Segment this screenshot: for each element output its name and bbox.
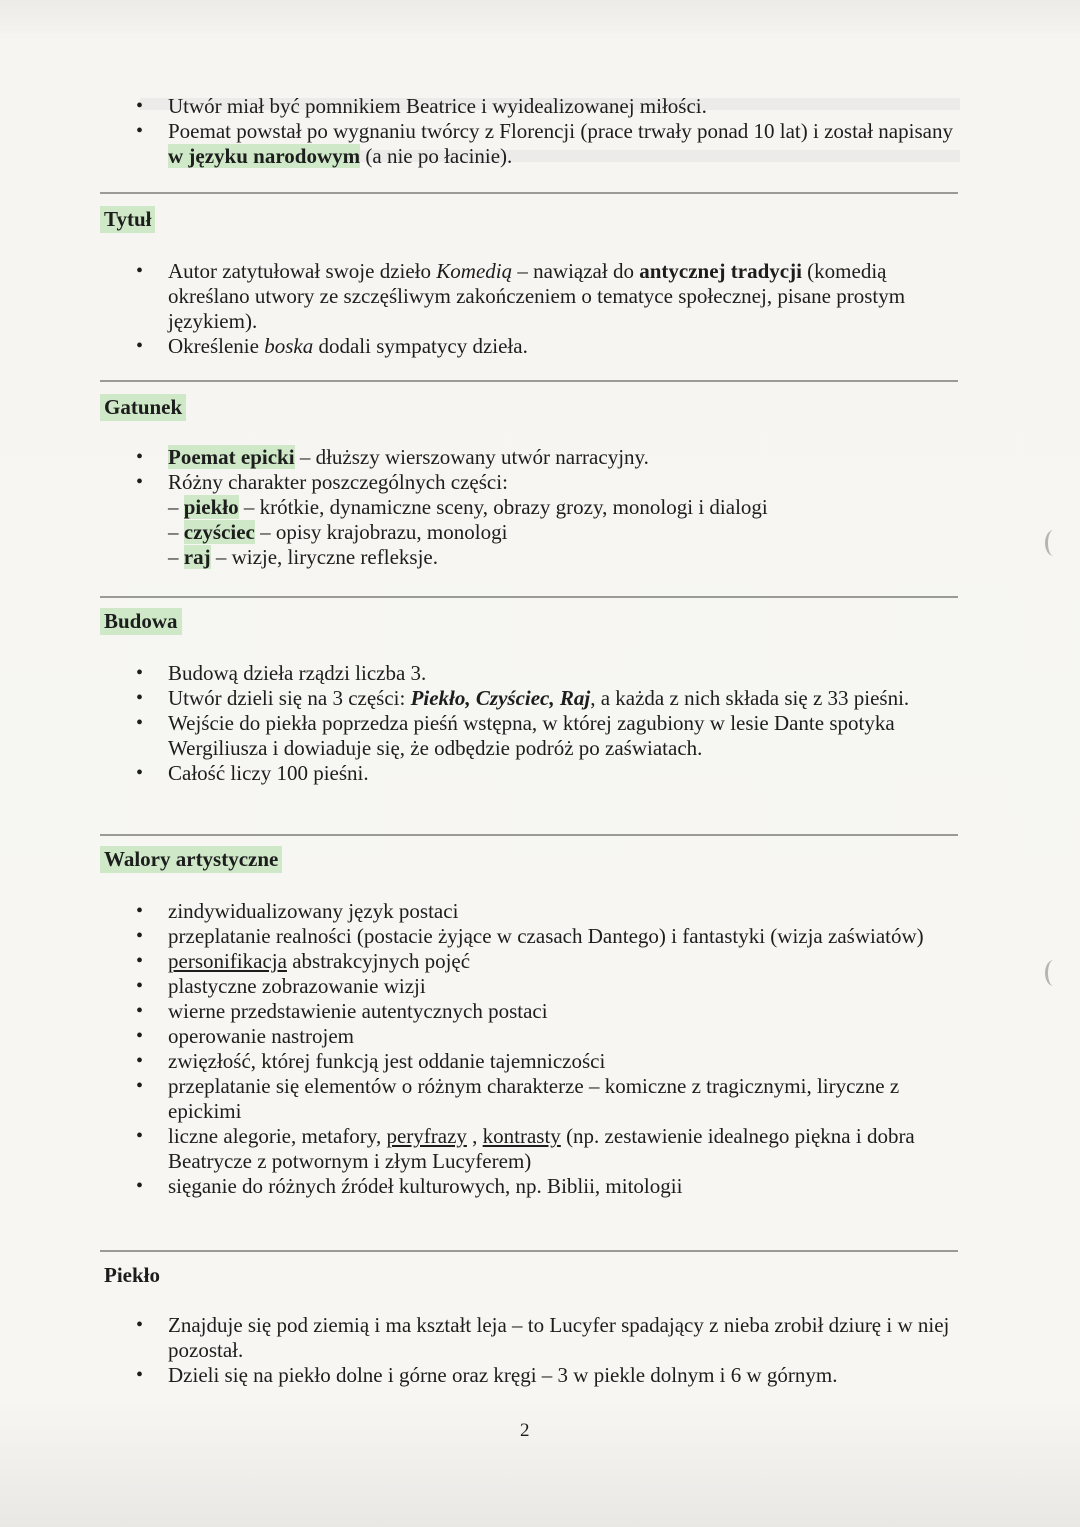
section-heading: Tytuł (100, 206, 155, 233)
budowa-section (100, 596, 960, 786)
list-item: • Określenie boska dodali sympatycy dzieła. (100, 334, 960, 359)
list-item: • zindywidualizowany język postaci (100, 899, 960, 924)
section-divider (100, 596, 958, 598)
list-item: • Wejście do piekła poprzedza pieśń wstępna, w której zagubiony w lesie Dante spotyka Wergiliusza i dowiaduje się, że odbędzie podróż po zaświatach. (100, 711, 960, 761)
sub-item: – raj – wizje, liryczne refleksje. (168, 545, 438, 569)
list-item: • Utwór miał być pomnikiem Beatrice i wyidealizowanej miłości. (100, 94, 960, 119)
intro-section (100, 94, 960, 169)
sub-item: – czyściec – opisy krajobrazu, monologi (168, 520, 508, 544)
list-item: • operowanie nastrojem (100, 1024, 960, 1049)
section-divider (100, 380, 958, 382)
gatunek-section (100, 380, 960, 570)
tytul-section (100, 192, 960, 359)
list-item: • Poemat powstał po wygnaniu twórcy z Florencji (prace trwały ponad 10 lat) i został napisany w języku narodowym (a nie po łacinie). (100, 119, 960, 169)
list-item: • przeplatanie realności (postacie żyjące w czasach Dantego) i fantastyki (wizja zaświatów) (100, 924, 960, 949)
section-divider (100, 1250, 958, 1252)
list-item: • Całość liczy 100 pieśni. (100, 761, 960, 786)
list-item: • Różny charakter poszczególnych części: (100, 470, 960, 495)
list-item: • wierne przedstawienie autentycznych postaci (100, 999, 960, 1024)
pieklo-section (100, 1250, 960, 1388)
list-item: • plastyczne zobrazowanie wizji (100, 974, 960, 999)
page-number: 2 (520, 1420, 530, 1441)
section-heading: Piekło (104, 1263, 160, 1287)
binder-hole-mark (1045, 960, 1062, 986)
list-item: • Autor zatytułował swoje dzieło Komedią – nawiązał do antycznej tradycji (komedią określano utwory ze szczęśliwym zakończeniem o tematyce społecznej, pisane prostym językiem). (100, 259, 960, 334)
list-item: • liczne alegorie, metafory, peryfrazy , kontrasty (np. zestawienie idealnego piękna i dobra Beatrycze z potwornym i złym Lucyferem) (100, 1124, 960, 1174)
list-item: • zwięzłość, której funkcją jest oddanie tajemniczości (100, 1049, 960, 1074)
binder-hole-mark (1045, 530, 1062, 556)
list-item: • Budową dzieła rządzi liczba 3. (100, 661, 960, 686)
sub-item: – piekło – krótkie, dynamiczne sceny, obrazy grozy, monologi i dialogi (168, 495, 768, 519)
list-item: • sięganie do różnych źródeł kulturowych, np. Biblii, mitologii (100, 1174, 960, 1199)
section-heading: Gatunek (100, 394, 186, 421)
section-heading: Walory artystyczne (100, 846, 282, 873)
walory-section (100, 834, 960, 1199)
list-item: • Znajduje się pod ziemią i ma kształt leja – to Lucyfer spadający z nieba zrobił dziurę i w niej pozostał. (100, 1313, 960, 1363)
list-item: • Utwór dzieli się na 3 części: Piekło, Czyściec, Raj, a każda z nich składa się z 33 pieśni. (100, 686, 960, 711)
list-item: • Poemat epicki – dłuższy wierszowany utwór narracyjny. (100, 445, 960, 470)
list-item: • Dzieli się na piekło dolne i górne oraz kręgi – 3 w piekle dolnym i 6 w górnym. (100, 1363, 960, 1388)
section-heading: Budowa (100, 608, 182, 635)
section-divider (100, 192, 958, 194)
list-item: • personifikacja abstrakcyjnych pojęć (100, 949, 960, 974)
list-item: • przeplatanie się elementów o różnym charakterze – komiczne z tragicznymi, liryczne z epickimi (100, 1074, 960, 1124)
section-divider (100, 834, 958, 836)
